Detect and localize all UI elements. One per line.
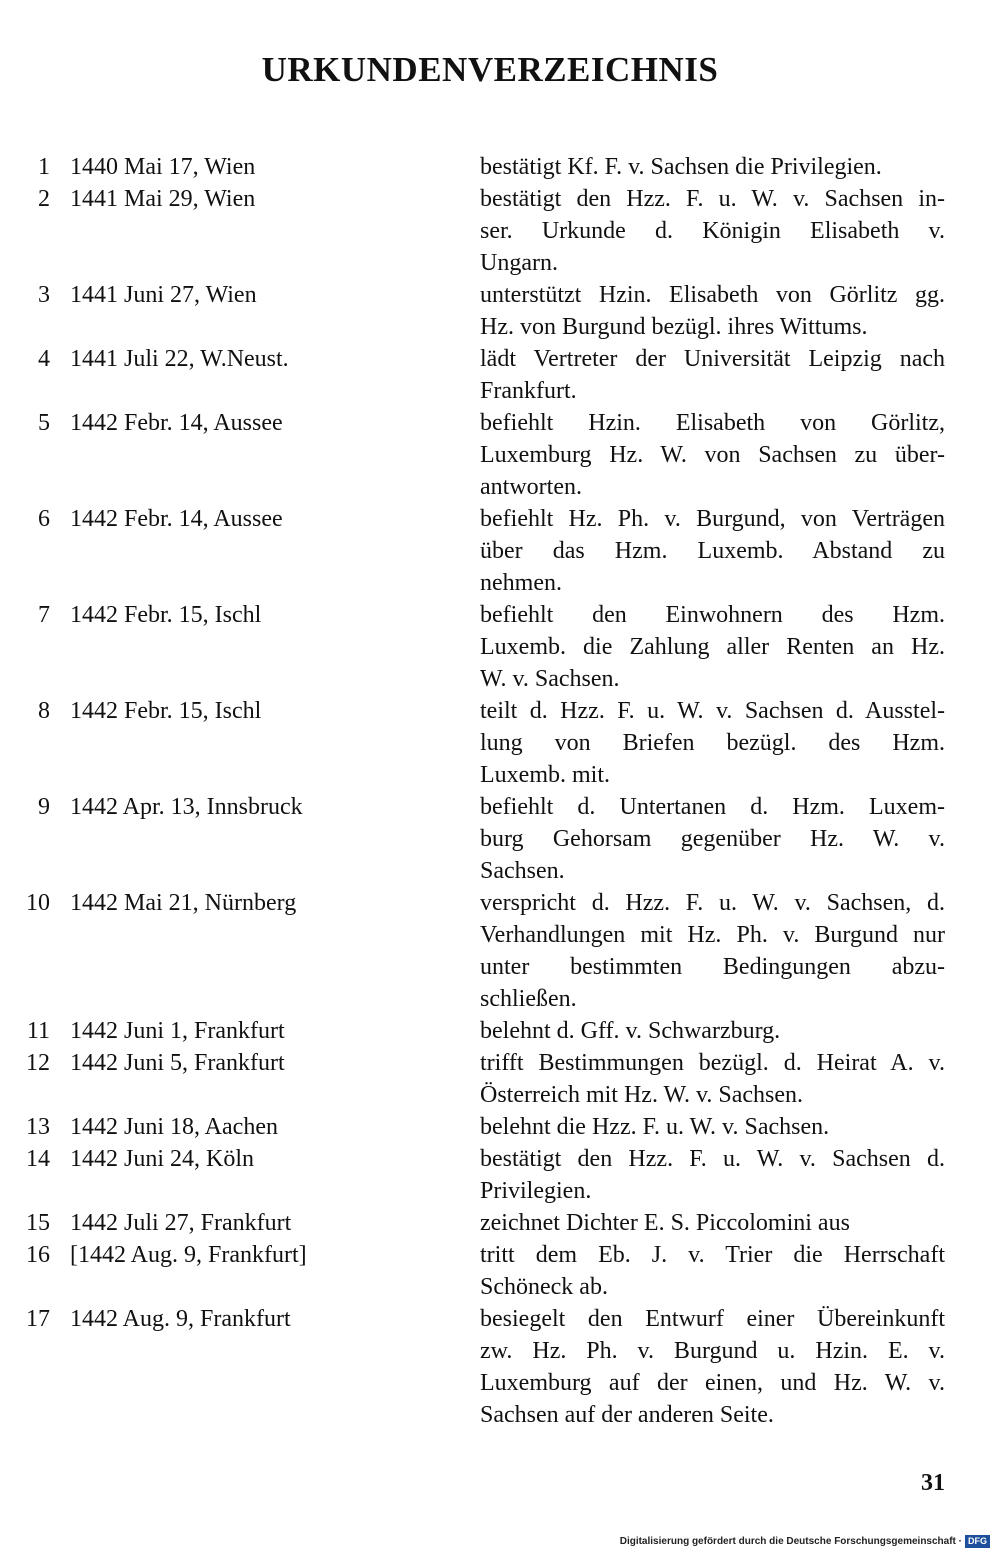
- entry-description-line: lädt Vertreter der Universität Leipzig nach: [480, 346, 945, 372]
- entry-description-line: teilt d. Hzz. F. u. W. v. Sachsen d. Ausstel-: [480, 698, 945, 724]
- entry-number: 7: [38, 602, 50, 628]
- entry-description-line: befiehlt den Einwohnern des Hzm.: [480, 602, 945, 628]
- list-item: [0, 1111, 1000, 1143]
- entry-description: [480, 1047, 945, 1111]
- entry-description-line: verspricht d. Hzz. F. u. W. v. Sachsen, d.: [480, 890, 945, 916]
- entry-number: 12: [26, 1050, 50, 1076]
- entry-date-place: 1441 Mai 29, Wien: [70, 186, 256, 212]
- entry-date-place: 1442 Febr. 15, Ischl: [70, 698, 262, 724]
- entry-description-line: befiehlt d. Untertanen d. Hzm. Luxem-: [480, 794, 945, 820]
- entry-number: 3: [38, 282, 50, 308]
- entry-description: [480, 599, 945, 695]
- entry-description-line: bestätigt Kf. F. v. Sachsen die Privilegien.: [480, 154, 882, 180]
- page-number: 31: [921, 1470, 945, 1496]
- entry-description: [480, 279, 945, 343]
- entry-description-line: Verhandlungen mit Hz. Ph. v. Burgund nur: [480, 922, 945, 948]
- entry-description-line: Luxemb. mit.: [480, 762, 610, 788]
- entry-description: [480, 791, 945, 887]
- entry-number: 8: [38, 698, 50, 724]
- entry-description-line: belehnt die Hzz. F. u. W. v. Sachsen.: [480, 1114, 830, 1140]
- entry-description-line: burg Gehorsam gegenüber Hz. W. v.: [480, 826, 945, 852]
- entry-description-line: Privilegien.: [480, 1178, 592, 1204]
- entry-description: [480, 151, 945, 183]
- entry-description-line: Schöneck ab.: [480, 1274, 608, 1300]
- entry-description-line: befiehlt Hz. Ph. v. Burgund, von Verträgen: [480, 506, 945, 532]
- entry-description-line: antworten.: [480, 474, 582, 500]
- entry-date-place: 1442 Aug. 9, Frankfurt: [70, 1306, 291, 1332]
- page-title: URKUNDENVERZEICHNIS: [261, 50, 719, 89]
- dfg-logo: DFG: [965, 1535, 990, 1548]
- entry-date-place: 1442 Mai 21, Nürnberg: [70, 890, 297, 916]
- entry-description-line: über das Hzm. Luxemb. Abstand zu: [480, 538, 945, 564]
- entry-description-line: bestätigt den Hzz. F. u. W. v. Sachsen d.: [480, 1146, 945, 1172]
- entry-date-place: 1442 Febr. 15, Ischl: [70, 602, 262, 628]
- entry-number: 16: [26, 1242, 50, 1268]
- entry-number: 6: [38, 506, 50, 532]
- entry-description-line: besiegelt den Entwurf einer Übereinkunft: [480, 1306, 945, 1332]
- entry-description-line: nehmen.: [480, 570, 562, 596]
- entry-description: [480, 343, 945, 407]
- list-item: [0, 1143, 1000, 1207]
- entry-number: 1: [38, 154, 50, 180]
- entry-date-place: 1442 Juli 27, Frankfurt: [70, 1210, 292, 1236]
- entry-date-place: [1442 Aug. 9, Frankfurt]: [70, 1242, 307, 1268]
- digitization-footer: [600, 1535, 990, 1548]
- list-item: [0, 1207, 1000, 1239]
- entry-date-place: 1442 Juni 5, Frankfurt: [70, 1050, 285, 1076]
- list-item: [0, 695, 1000, 791]
- entry-description-line: trifft Bestimmungen bezügl. d. Heirat A. v.: [480, 1050, 945, 1076]
- entry-number: 2: [38, 186, 50, 212]
- list-item: [0, 343, 1000, 407]
- entry-number: 11: [26, 1018, 50, 1044]
- entry-description-line: Hz. von Burgund bezügl. ihres Wittums.: [480, 314, 868, 340]
- entry-description: [480, 1239, 945, 1303]
- entry-description: [480, 887, 945, 1015]
- entry-date-place: 1440 Mai 17, Wien: [70, 154, 256, 180]
- list-item: [0, 407, 1000, 503]
- list-item: [0, 1015, 1000, 1047]
- entry-description-line: Sachsen.: [480, 858, 565, 884]
- entry-description-line: zeichnet Dichter E. S. Piccolomini aus: [480, 1210, 850, 1236]
- entry-date-place: 1442 Febr. 14, Aussee: [70, 410, 283, 436]
- entry-description: [480, 1143, 945, 1207]
- entry-description: [480, 1111, 945, 1143]
- list-item: [0, 1303, 1000, 1431]
- entry-date-place: 1442 Apr. 13, Innsbruck: [70, 794, 303, 820]
- entry-number: 13: [26, 1114, 50, 1140]
- entry-date-place: 1442 Juni 24, Köln: [70, 1146, 255, 1172]
- entry-description-line: Luxemb. die Zahlung aller Renten an Hz.: [480, 634, 945, 660]
- entry-number: 10: [26, 890, 50, 916]
- entry-description-line: lung von Briefen bezügl. des Hzm.: [480, 730, 945, 756]
- entry-description-line: tritt dem Eb. J. v. Trier die Herrschaft: [480, 1242, 945, 1268]
- entry-description-line: bestätigt den Hzz. F. u. W. v. Sachsen in-: [480, 186, 945, 212]
- entry-description-line: belehnt d. Gff. v. Schwarzburg.: [480, 1018, 781, 1044]
- entry-number: 15: [26, 1210, 50, 1236]
- entry-description-line: befiehlt Hzin. Elisabeth von Görlitz,: [480, 410, 945, 436]
- entry-description: [480, 695, 945, 791]
- list-item: [0, 503, 1000, 599]
- list-item: [0, 599, 1000, 695]
- entry-number: 4: [38, 346, 50, 372]
- entry-description-line: Luxemburg Hz. W. von Sachsen zu über-: [480, 442, 945, 468]
- entry-description-line: ser. Urkunde d. Königin Elisabeth v.: [480, 218, 945, 244]
- entry-description-line: zw. Hz. Ph. v. Burgund u. Hzin. E. v.: [480, 1338, 945, 1364]
- entry-description-line: W. v. Sachsen.: [480, 666, 620, 692]
- entry-description-line: Frankfurt.: [480, 378, 577, 404]
- entry-description-line: unterstützt Hzin. Elisabeth von Görlitz gg.: [480, 282, 945, 308]
- footer-text: Digitalisierung gefördert durch die Deutsche Forschungsgemeinschaft ·: [619, 1536, 962, 1547]
- entry-number: 5: [38, 410, 50, 436]
- entry-description: [480, 1207, 945, 1239]
- entry-description: [480, 1303, 945, 1431]
- entry-date-place: 1441 Juni 27, Wien: [70, 282, 257, 308]
- document-index-list: [0, 151, 1000, 1431]
- list-item: [0, 791, 1000, 887]
- entry-description-line: schließen.: [480, 986, 577, 1012]
- entry-description-line: Luxemburg auf der einen, und Hz. W. v.: [480, 1370, 945, 1396]
- entry-description: [480, 503, 945, 599]
- entry-number: 9: [38, 794, 50, 820]
- list-item: [0, 183, 1000, 279]
- entry-description: [480, 407, 945, 503]
- entry-number: 17: [26, 1306, 50, 1332]
- entry-date-place: 1442 Juni 1, Frankfurt: [70, 1018, 285, 1044]
- entry-description-line: Österreich mit Hz. W. v. Sachsen.: [480, 1082, 804, 1108]
- entry-date-place: 1442 Juni 18, Aachen: [70, 1114, 278, 1140]
- list-item: [0, 151, 1000, 183]
- entry-number: 14: [26, 1146, 50, 1172]
- list-item: [0, 887, 1000, 1015]
- entry-description-line: Sachsen auf der anderen Seite.: [480, 1402, 774, 1428]
- entry-description-line: unter bestimmten Bedingungen abzu-: [480, 954, 945, 980]
- entry-date-place: 1441 Juli 22, W.Neust.: [70, 346, 289, 372]
- entry-description-line: Ungarn.: [480, 250, 558, 276]
- list-item: [0, 279, 1000, 343]
- entry-description: [480, 183, 945, 279]
- list-item: [0, 1239, 1000, 1303]
- list-item: [0, 1047, 1000, 1111]
- entry-description: [480, 1015, 945, 1047]
- entry-date-place: 1442 Febr. 14, Aussee: [70, 506, 283, 532]
